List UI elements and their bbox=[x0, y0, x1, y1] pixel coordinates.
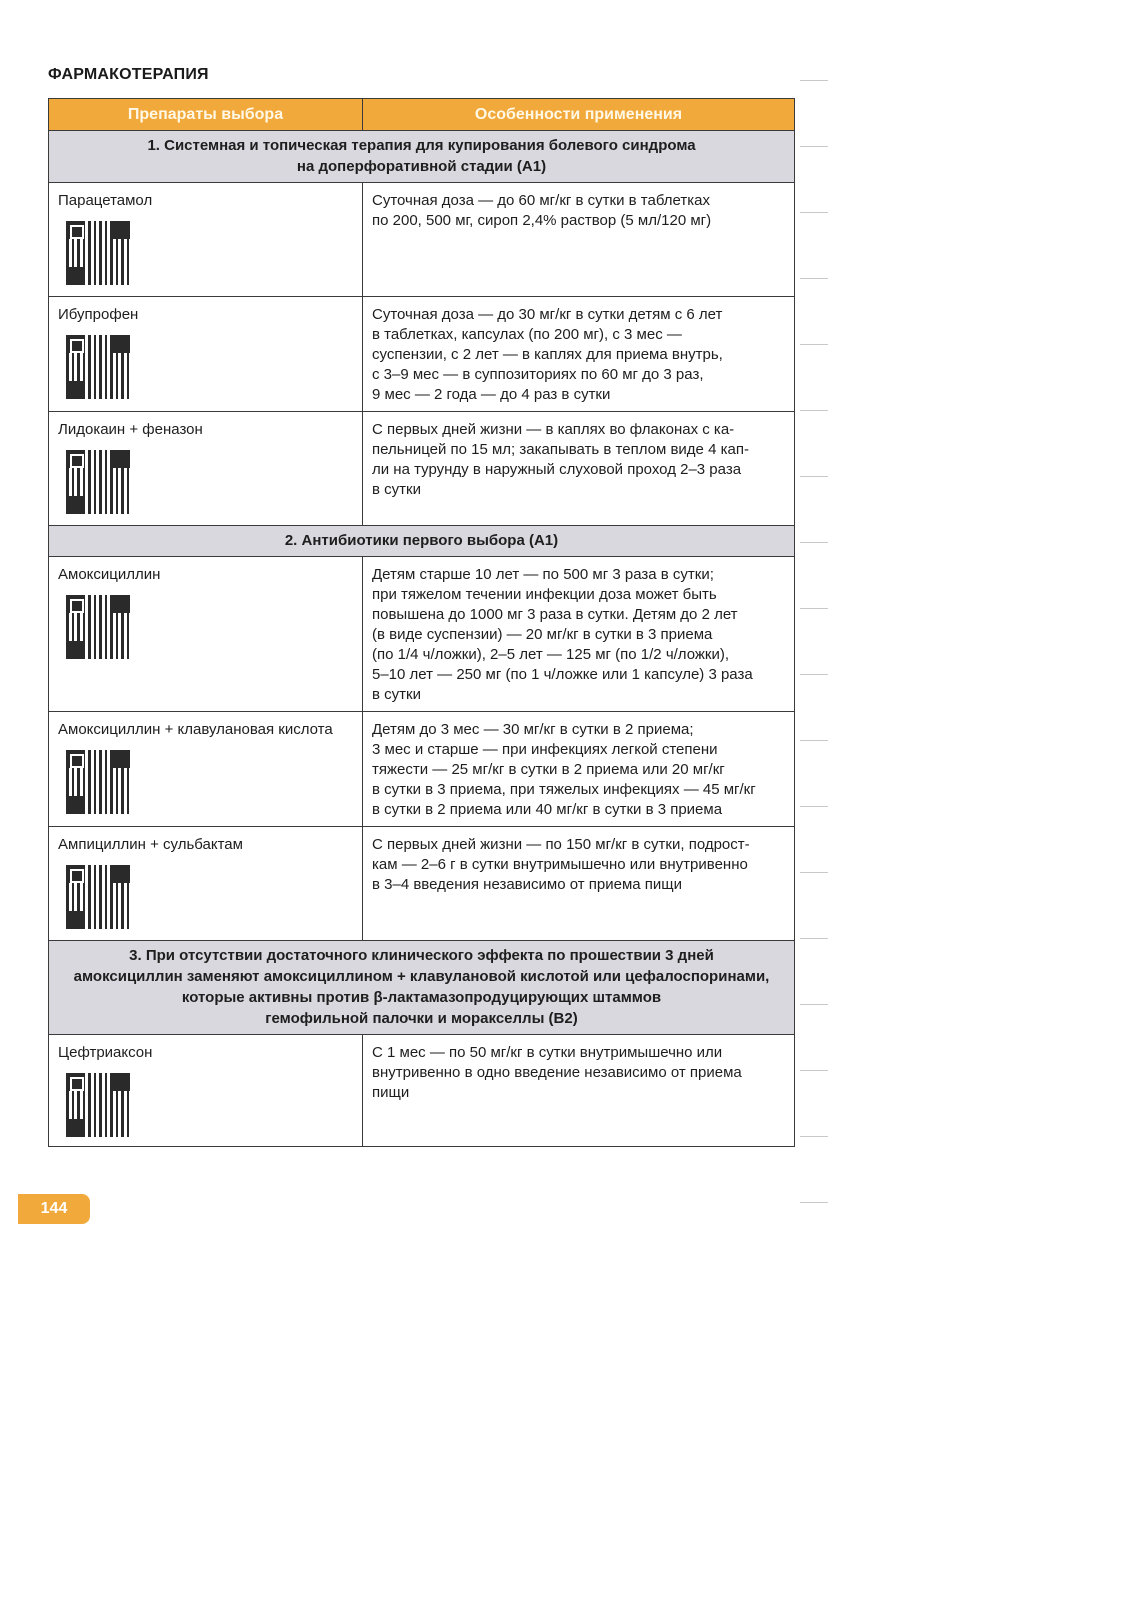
drug-name: Лидокаин + феназон bbox=[58, 421, 203, 438]
usage-line: внутривенно в одно введение независимо от приема bbox=[372, 1064, 742, 1081]
usage-line: С первых дней жизни — в каплях во флаконах с ка- bbox=[372, 421, 735, 438]
group-title bbox=[49, 526, 795, 557]
table-row bbox=[49, 557, 795, 712]
margin-tick bbox=[800, 1070, 828, 1071]
drug-name: Парацетамол bbox=[58, 192, 153, 209]
margin-tick bbox=[800, 146, 828, 147]
table-row bbox=[49, 297, 795, 412]
usage-line: с 3–9 мес — в суппозиториях по 60 мг до 3 раз, bbox=[372, 366, 704, 383]
usage-line: в сутки в 2 приема или 40 мг/кг в сутки в 3 приема bbox=[372, 801, 723, 818]
usage-line: 9 мес — 2 года — до 4 раз в сутки bbox=[372, 386, 611, 403]
usage-line: тяжести — 25 мг/кг в сутки в 2 приема или 20 мг/кг bbox=[372, 761, 725, 778]
margin-tick bbox=[800, 806, 828, 807]
usage-line: повышена до 1000 мг 3 раза в сутки. Детям до 2 лет bbox=[372, 606, 738, 623]
usage-cell bbox=[363, 1035, 795, 1147]
usage-line: кам — 2–6 г в сутки внутримышечно или внутривенно bbox=[372, 856, 748, 873]
drug-name: Ампициллин + сульбактам bbox=[58, 836, 243, 853]
drug-name: Ибупрофен bbox=[58, 306, 139, 323]
usage-cell bbox=[363, 827, 795, 941]
usage-line: суспензии, с 2 лет — в каплях для приема внутрь, bbox=[372, 346, 723, 363]
group-title-line: которые активны против β-лактамазопродуцирующих штаммов bbox=[181, 989, 662, 1006]
drug-cell bbox=[49, 412, 363, 526]
drug-name: Цефтриаксон bbox=[58, 1044, 153, 1061]
qr-code-icon bbox=[66, 865, 130, 929]
margin-tick bbox=[800, 872, 828, 873]
margin-tick bbox=[800, 410, 828, 411]
margin-tick bbox=[800, 80, 828, 81]
usage-line: С первых дней жизни — по 150 мг/кг в сутки, подрост- bbox=[372, 836, 750, 853]
usage-line: при тяжелом течении инфекции доза может быть bbox=[372, 586, 717, 603]
usage-line: (по 1/4 ч/ложки), 2–5 лет — 125 мг (по 1/2 ч/ложки), bbox=[372, 646, 730, 663]
usage-cell bbox=[363, 412, 795, 526]
margin-tick bbox=[800, 278, 828, 279]
group-title-line: 2. Антибиотики первого выбора (A1) bbox=[284, 532, 559, 549]
drug-cell bbox=[49, 827, 363, 941]
drug-cell bbox=[49, 183, 363, 297]
usage-line: в сутки в 3 приема, при тяжелых инфекциях — 45 мг/кг bbox=[372, 781, 756, 798]
page-number-badge: 144 bbox=[18, 1194, 90, 1224]
margin-tick bbox=[800, 1202, 828, 1203]
usage-line: (в виде суспензии) — 20 мг/кг в сутки в 3 приема bbox=[372, 626, 713, 643]
group-title-line: 3. При отсутствии достаточного клинического эффекта по прошествии 3 дней bbox=[129, 947, 714, 964]
qr-code-icon bbox=[66, 595, 130, 659]
group-row bbox=[49, 526, 795, 557]
qr-code-icon bbox=[66, 450, 130, 514]
qr-code-icon bbox=[66, 750, 130, 814]
column-header-usage: Особенности применения bbox=[363, 99, 795, 131]
table-row bbox=[49, 712, 795, 827]
qr-code-icon bbox=[66, 1073, 130, 1137]
drug-cell bbox=[49, 1035, 363, 1147]
column-header-drugs: Препараты выбора bbox=[49, 99, 363, 131]
usage-cell bbox=[363, 712, 795, 827]
table-row bbox=[49, 183, 795, 297]
usage-cell bbox=[363, 183, 795, 297]
group-title-line: амоксициллин заменяют амоксициллином + клавулановой кислотой или цефалоспоринами, bbox=[73, 968, 770, 985]
group-row bbox=[49, 131, 795, 183]
drug-cell bbox=[49, 297, 363, 412]
margin-tick bbox=[800, 938, 828, 939]
group-title-line: 1. Системная и топическая терапия для купирования болевого синдрома bbox=[147, 137, 696, 154]
usage-line: Суточная доза — до 30 мг/кг в сутки детям с 6 лет bbox=[372, 306, 723, 323]
margin-tab-marks bbox=[800, 80, 830, 1260]
usage-line: в таблетках, капсулах (по 200 мг), с 3 мес — bbox=[372, 326, 682, 343]
usage-line: Детям до 3 мес — 30 мг/кг в сутки в 2 приема; bbox=[372, 721, 694, 738]
usage-line: в 3–4 введения независимо от приема пищи bbox=[372, 876, 683, 893]
usage-line: 5–10 лет — 250 мг (по 1 ч/ложке или 1 капсуле) 3 раза bbox=[372, 666, 753, 683]
table-row bbox=[49, 412, 795, 526]
usage-line: в сутки bbox=[372, 686, 421, 703]
table-row bbox=[49, 1035, 795, 1147]
drug-name: Амоксициллин bbox=[58, 566, 161, 583]
group-title bbox=[49, 131, 795, 183]
drug-name: Амоксициллин + клавулановая кислота bbox=[58, 721, 333, 738]
usage-cell bbox=[363, 297, 795, 412]
usage-line: С 1 мес — по 50 мг/кг в сутки внутримышечно или bbox=[372, 1044, 723, 1061]
usage-line: Детям старше 10 лет — по 500 мг 3 раза в сутки; bbox=[372, 566, 714, 583]
table-body bbox=[49, 131, 795, 1147]
usage-line: 3 мес и старше — при инфекциях легкой степени bbox=[372, 741, 718, 758]
group-row bbox=[49, 941, 795, 1035]
table-row bbox=[49, 827, 795, 941]
table-header-row bbox=[49, 99, 795, 131]
margin-tick bbox=[800, 212, 828, 213]
usage-cell bbox=[363, 557, 795, 712]
margin-tick bbox=[800, 1136, 828, 1137]
usage-line: по 200, 500 мг, сироп 2,4% раствор (5 мл/120 мг) bbox=[372, 212, 712, 229]
drug-table bbox=[48, 98, 795, 1147]
qr-code-icon bbox=[66, 335, 130, 399]
drug-cell bbox=[49, 557, 363, 712]
margin-tick bbox=[800, 542, 828, 543]
group-title-line: на доперфоративной стадии (A1) bbox=[296, 158, 547, 175]
section-title: ФАРМАКОТЕРАПИЯ bbox=[48, 66, 209, 83]
usage-line: пищи bbox=[372, 1084, 410, 1101]
qr-code-icon bbox=[66, 221, 130, 285]
drug-cell bbox=[49, 712, 363, 827]
margin-tick bbox=[800, 1004, 828, 1005]
usage-line: в сутки bbox=[372, 481, 421, 498]
usage-line: Суточная доза — до 60 мг/кг в сутки в таблетках bbox=[372, 192, 710, 209]
usage-line: ли на турунду в наружный слуховой проход 2–3 раза bbox=[372, 461, 742, 478]
margin-tick bbox=[800, 740, 828, 741]
group-title bbox=[49, 941, 795, 1035]
margin-tick bbox=[800, 674, 828, 675]
group-title-line: гемофильной палочки и моракселлы (B2) bbox=[265, 1010, 578, 1027]
margin-tick bbox=[800, 608, 828, 609]
margin-tick bbox=[800, 476, 828, 477]
usage-line: пельницей по 15 мл; закапывать в теплом виде 4 кап- bbox=[372, 441, 749, 458]
margin-tick bbox=[800, 344, 828, 345]
